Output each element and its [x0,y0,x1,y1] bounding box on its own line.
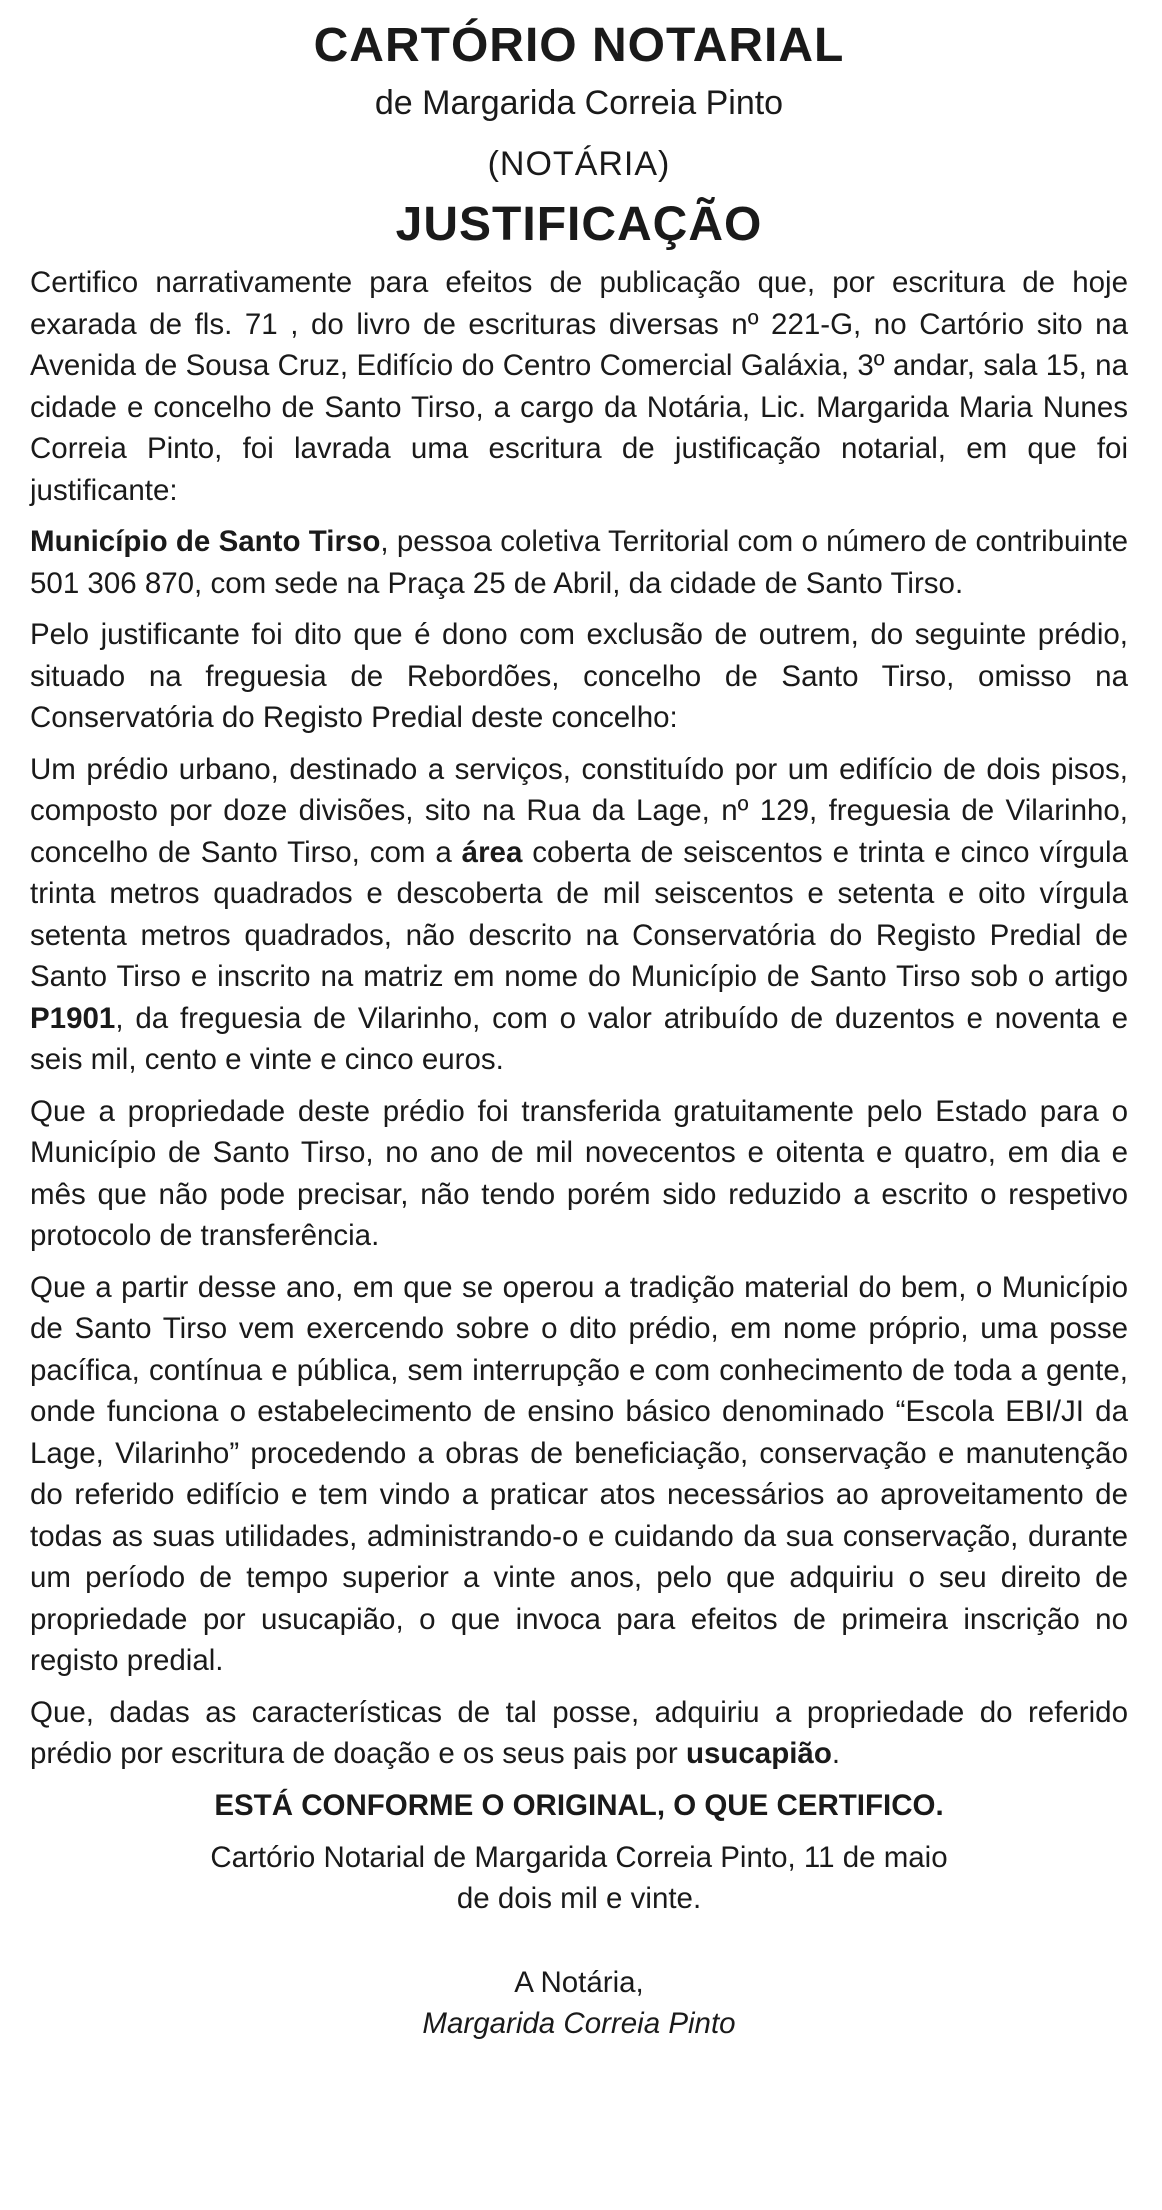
acquisition-text-a: Que, dadas as características de tal posse, adquiriu a propriedade do referido prédio por escritura de doação e os seus pais por [30,1695,1128,1770]
acquisition-text-b: . [831,1737,841,1770]
notary-role: (NOTÁRIA) [487,145,671,183]
property-text-c: , da freguesia de Vilarinho, com o valor atribuído de duzentos e noventa e seis mil, cento e vinte e cinco euros. [30,1001,1128,1076]
justificant-name: Município de Santo Tirso [30,525,381,558]
property-article: P1901 [30,1001,116,1035]
paragraph-justificant [30,521,1128,604]
office-subtitle: de Margarida Correia Pinto [374,84,784,122]
signer-name: Margarida Correia Pinto [422,2006,736,2040]
paragraph-property [30,749,1128,1081]
paragraph-certification: Certifico narrativamente para efeitos de publicação que, por escritura de hoje exarada de fls. 71 , do livro de escrituras diversas nº 221-G, no Cartório sito na Avenida de Sousa Cruz, Edifício do Centro Comercial Galáxia, 3º andar, sala 15, na cidade e concelho de Santo Tirso, a cargo da Notária, Lic. Margarida Maria Nunes Correia Pinto, foi lavrada uma escritura de justificação notarial, em que foi justificante: [30,266,1128,507]
office-title: CARTÓRIO NOTARIAL [313,19,845,72]
paragraph-acquisition [30,1692,1128,1775]
property-text-a: Um prédio urbano, destinado a serviços, constituído por um edifício de dois pisos, composto por doze divisões, sito na Rua da Lage, nº 129, freguesia de Vilarinho, concelho de Santo Tirso, com a [30,752,1128,869]
place-date-line-1: Cartório Notarial de Margarida Correia Pinto, 11 de maio [210,1840,948,1874]
justificant-details: , pessoa coletiva Territorial com o número de contribuinte 501 306 870, com sede na Praça 25 de Abril, da cidade de Santo Tirso. [30,525,1128,600]
paragraph-possession: Que a partir desse ano, em que se operou a tradição material do bem, o Município de Santo Tirso vem exercendo sobre o dito prédio, em nome próprio, uma posse pacífica, contínua e pública, sem interrupção e com conhecimento de toda a gente, onde funciona o estabelecimento de ensino básico denominado “Escola EBI/JI da Lage, Vilarinho” procedendo a obras de beneficiação, conservação e manutenção do referido edifício e tem vindo a praticar atos necessários ao aproveitamento de todas as suas utilidades, administrando-o e cuidando da sua conservação, durante um período de tempo superior a vinte anos, pelo que adquiriu o seu direito de propriedade por usucapião, o que invoca para efeitos de primeira inscrição no registo predial. [30,1270,1128,1677]
signer-role: A Notária, [514,1965,644,1999]
acquisition-usucapiao: usucapião [685,1737,832,1770]
property-text-b: coberta de seiscentos e trinta e cinco vírgula trinta metros quadrados e descoberta de mil seiscentos e setenta e oito vírgula setenta metros quadrados, não descrito na Conservatória do Registo Predial de Santo Tirso e inscrito na matriz em nome do Município de Santo Tirso sob o artigo [30,835,1128,993]
place-date-line-2: de dois mil e vinte. [456,1881,702,1915]
paragraph-transfer: Que a propriedade deste prédio foi transferida gratuitamente pelo Estado para o Município de Santo Tirso, no ano de mil novecentos e oitenta e quatro, em dia e mês que não pode precisar, não tendo porém sido reduzido a escrito o respetivo protocolo de transferência. [30,1094,1128,1252]
paragraph-ownership: Pelo justificante foi dito que é dono com exclusão de outrem, do seguinte prédio, situado na freguesia de Rebordões, concelho de Santo Tirso, omisso na Conservatória do Registo Predial deste concelho: [30,618,1128,734]
act-title: JUSTIFICAÇÃO [395,198,763,251]
property-area-word: área [461,835,523,869]
conformity-statement: ESTÁ CONFORME O ORIGINAL, O QUE CERTIFICO. [214,1788,944,1822]
